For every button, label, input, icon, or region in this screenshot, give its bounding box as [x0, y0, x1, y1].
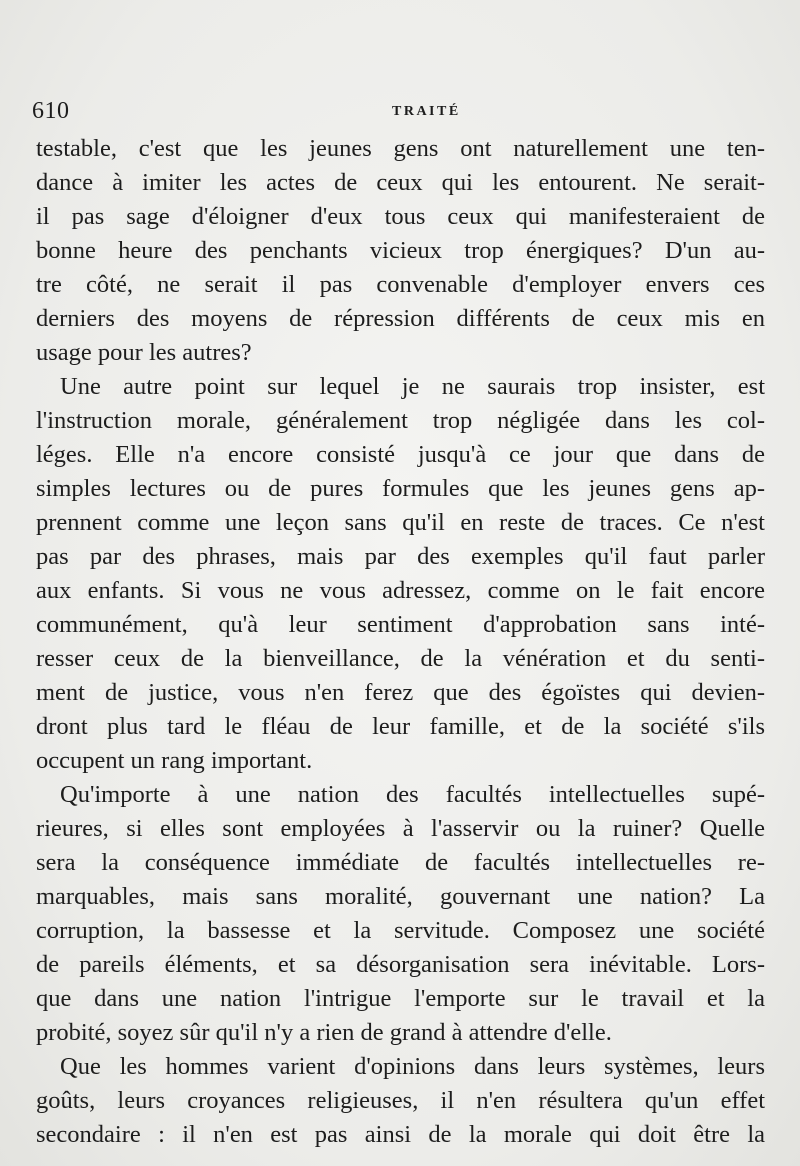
paragraph	[36, 132, 765, 370]
text-line: prennent comme une leçon sans qu'il en reste de traces. Ce n'est	[36, 509, 765, 536]
text-line: dance à imiter les actes de ceux qui les entourent. Ne serait-	[36, 169, 765, 196]
text-line: sera la conséquence immédiate de facultés intellectuelles re-	[36, 849, 765, 876]
text-line: corruption, la bassesse et la servitude. Composez une société	[36, 917, 765, 944]
text-line: pas par des phrases, mais par des exemples qu'il faut parler	[36, 543, 765, 570]
text-line: occupent un rang important.	[36, 747, 313, 774]
text-line: tre côté, ne serait il pas convenable d'employer envers ces	[36, 271, 765, 298]
text-line: goûts, leurs croyances religieuses, il n'en résultera qu'un effet	[36, 1087, 765, 1114]
text-line: probité, soyez sûr qu'il n'y a rien de grand à attendre d'elle.	[36, 1019, 612, 1046]
text-line: Que les hommes varient d'opinions dans leurs systèmes, leurs	[60, 1053, 765, 1080]
page-header	[30, 98, 760, 126]
text-line: Qu'importe à une nation des facultés intellectuelles supé-	[60, 781, 765, 808]
paragraph	[36, 1050, 765, 1152]
text-line: rieures, si elles sont employées à l'asservir ou la ruiner? Quelle	[36, 815, 765, 842]
text-line: simples lectures ou de pures formules que les jeunes gens ap-	[36, 475, 765, 502]
paragraph	[36, 370, 765, 778]
text-line: aux enfants. Si vous ne vous adressez, comme on le fait encore	[36, 577, 765, 604]
text-line: de pareils éléments, et sa désorganisation sera inévitable. Lors-	[36, 951, 765, 978]
running-title: TRAITÉ	[392, 104, 461, 119]
text-line: marquables, mais sans moralité, gouvernant une nation? La	[36, 883, 765, 910]
text-line: communément, qu'à leur sentiment d'approbation sans inté-	[36, 611, 765, 638]
text-line: dront plus tard le fléau de leur famille, et de la société s'ils	[36, 713, 765, 740]
page-number: 610	[32, 98, 70, 124]
text-line: il pas sage d'éloigner d'eux tous ceux qui manifesteraient de	[36, 203, 765, 230]
text-line: secondaire : il n'en est pas ainsi de la morale qui doit être la	[36, 1121, 765, 1148]
body-text	[36, 132, 765, 1152]
text-line: léges. Elle n'a encore consisté jusqu'à ce jour que dans de	[36, 441, 765, 468]
text-line: ment de justice, vous n'en ferez que des égoïstes qui devien-	[36, 679, 765, 706]
text-line: que dans une nation l'intrigue l'emporte sur le travail et la	[36, 985, 765, 1012]
text-line: Une autre point sur lequel je ne saurais trop insister, est	[60, 373, 765, 400]
paragraph	[36, 778, 765, 1050]
text-line: resser ceux de la bienveillance, de la vénération et du senti-	[36, 645, 765, 672]
text-line: testable, c'est que les jeunes gens ont naturellement une ten-	[36, 135, 765, 162]
text-line: bonne heure des penchants vicieux trop énergiques? D'un au-	[36, 237, 765, 264]
text-line: derniers des moyens de répression différents de ceux mis en	[36, 305, 765, 332]
text-line: l'instruction morale, généralement trop négligée dans les col-	[36, 407, 765, 434]
text-line: usage pour les autres?	[36, 339, 252, 366]
